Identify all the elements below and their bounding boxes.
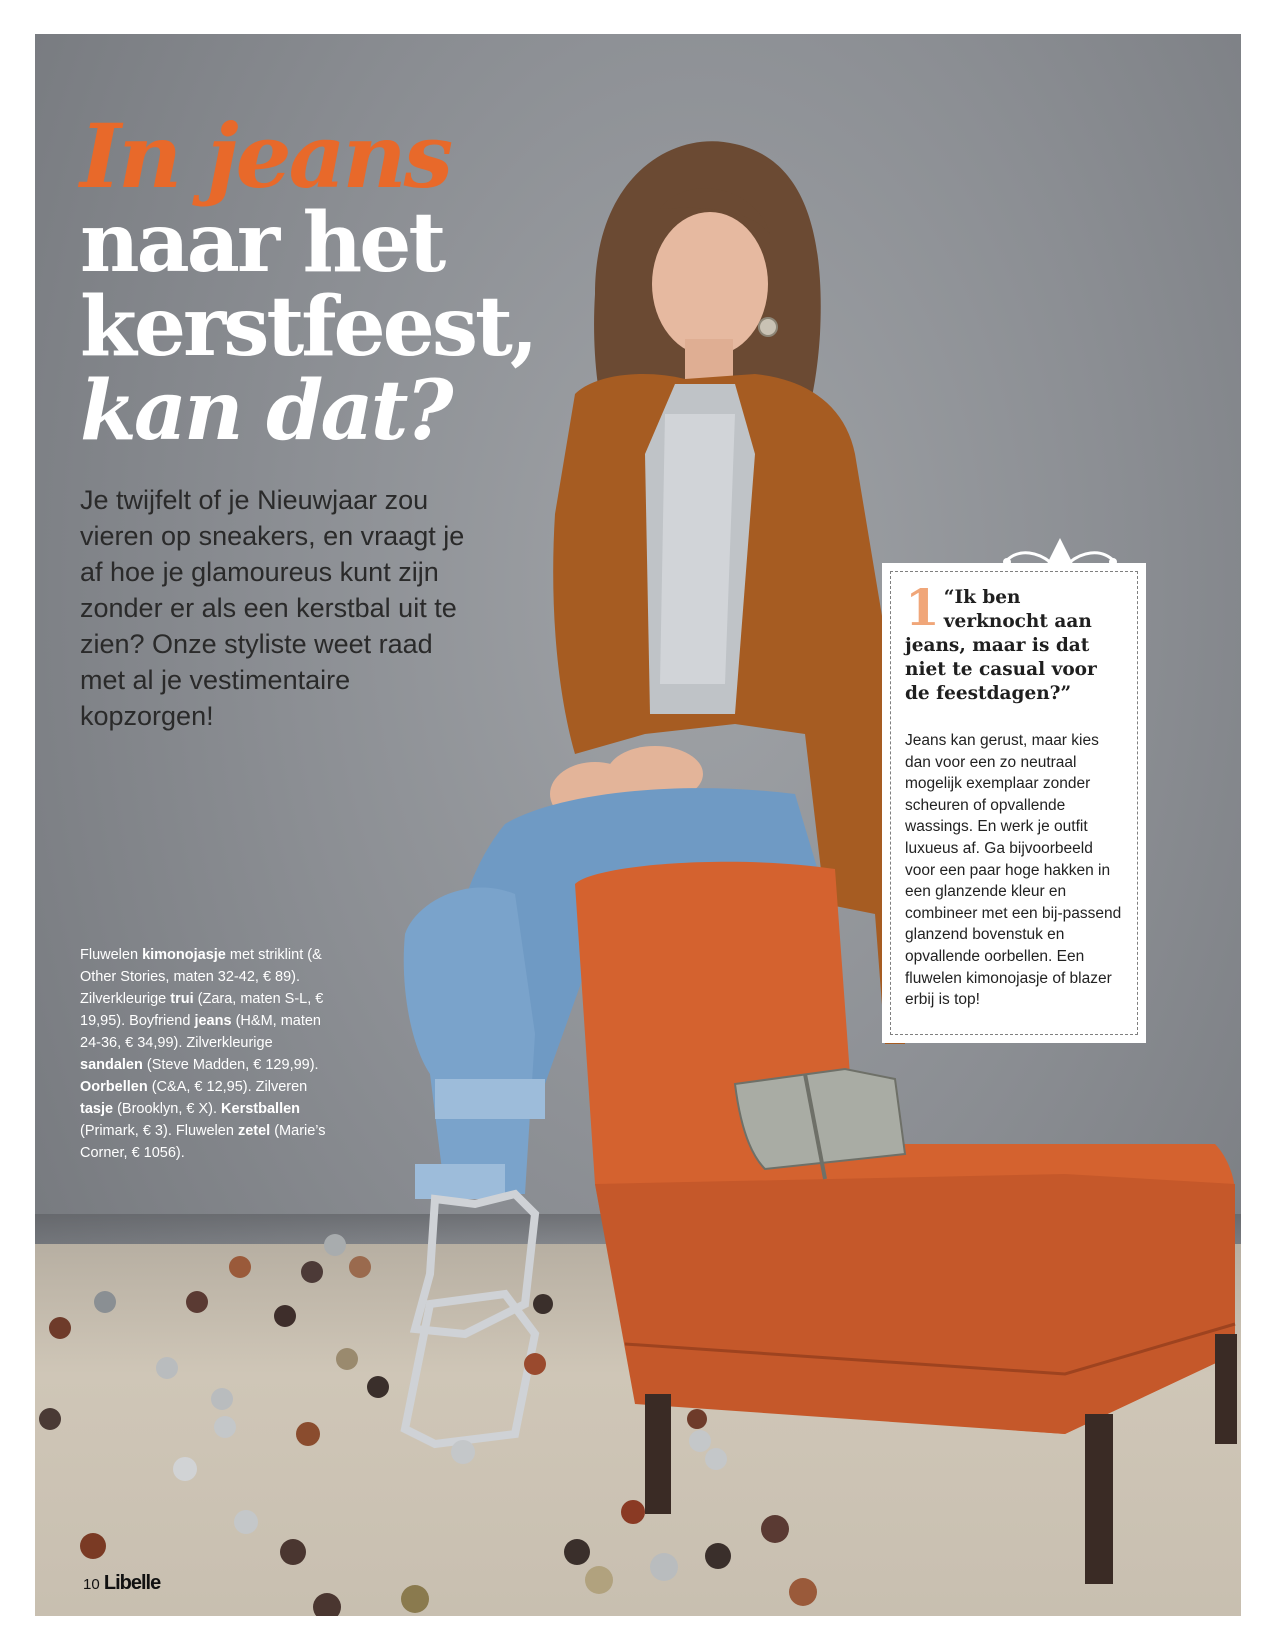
headline [80,104,600,459]
qa-question-text: “Ik ben verknocht aan jeans, maar is dat niet te casual voor de feestdagen?” [905,587,1097,704]
face [652,212,768,356]
credit-text: (Zara, maten S-L, € 19,95). Boyfriend [80,991,324,1029]
credit-text: Fluwelen [80,947,143,963]
credit-text: (H&M, maten 24-36, € 34,99). Zilverkleurige [80,1013,321,1051]
credit-item-name: zetel [237,1123,271,1139]
product-credits [80,944,330,1164]
brand-logo: Libelle [103,1572,161,1594]
credit-item-name: Kerstballen [221,1101,301,1117]
intro-paragraph: Je twijfelt of je Nieuwjaar zou vieren op sneakers, en vraagt je af hoe je glamoureus kunt zijn zonder er als een kerstbal uit te zien? Onze styliste weet raad met al je vestimentaire kopzorgen! [80,485,465,731]
qa-number: 1 [905,578,940,637]
earring [759,318,777,336]
credit-text: (C&A, € 12,95). Zilveren [147,1079,308,1095]
chair-leg [645,1394,671,1514]
credit-text: (Steve Madden, € 129,99). [142,1057,319,1073]
credit-item-name: kimonojasje [142,947,226,963]
credit-item-name: jeans [194,1013,232,1029]
headline-line-1: In jeans [80,104,451,208]
credit-item-name: Oorbellen [80,1079,148,1095]
page-footer [83,1572,160,1595]
credit-item-name: tasje [80,1101,114,1117]
qa-card [882,563,1146,1043]
magazine-page [35,34,1241,1616]
headline-line-4: kan dat? [80,363,451,459]
qa-question [905,578,1125,706]
credit-text: (Marie’s Corner, € 1056). [80,1123,326,1161]
page-number: 10 [83,1576,100,1593]
credit-text: met striklint (& Other Stories, maten 32-42, € 89). Zilverkleurige [80,947,322,1007]
qa-answer: Jeans kan gerust, maar kies dan voor een zo neutraal mogelijk exemplaar zonder scheuren of opvallende wassings. En werk je outfit luxueus af. Ga bijvoorbeeld voor een paar hoge hakken in een glanzende kleur en combineer met een bij-passend glanzend bovenstuk en opvallende oorbellen. Een fluwelen kimonojasje of blazer erbij is top! [905,732,1122,1009]
credit-item-name: trui [170,991,194,1007]
qa-card-border [890,571,1138,1035]
credit-text: (Primark, € 3). Fluwelen [80,1123,238,1139]
credit-text: (Brooklyn, € X). [113,1101,222,1117]
credit-item-name: sandalen [80,1057,143,1073]
headline-line-3: kerstfeest, [80,279,536,375]
headline-line-2: naar het [80,195,444,291]
